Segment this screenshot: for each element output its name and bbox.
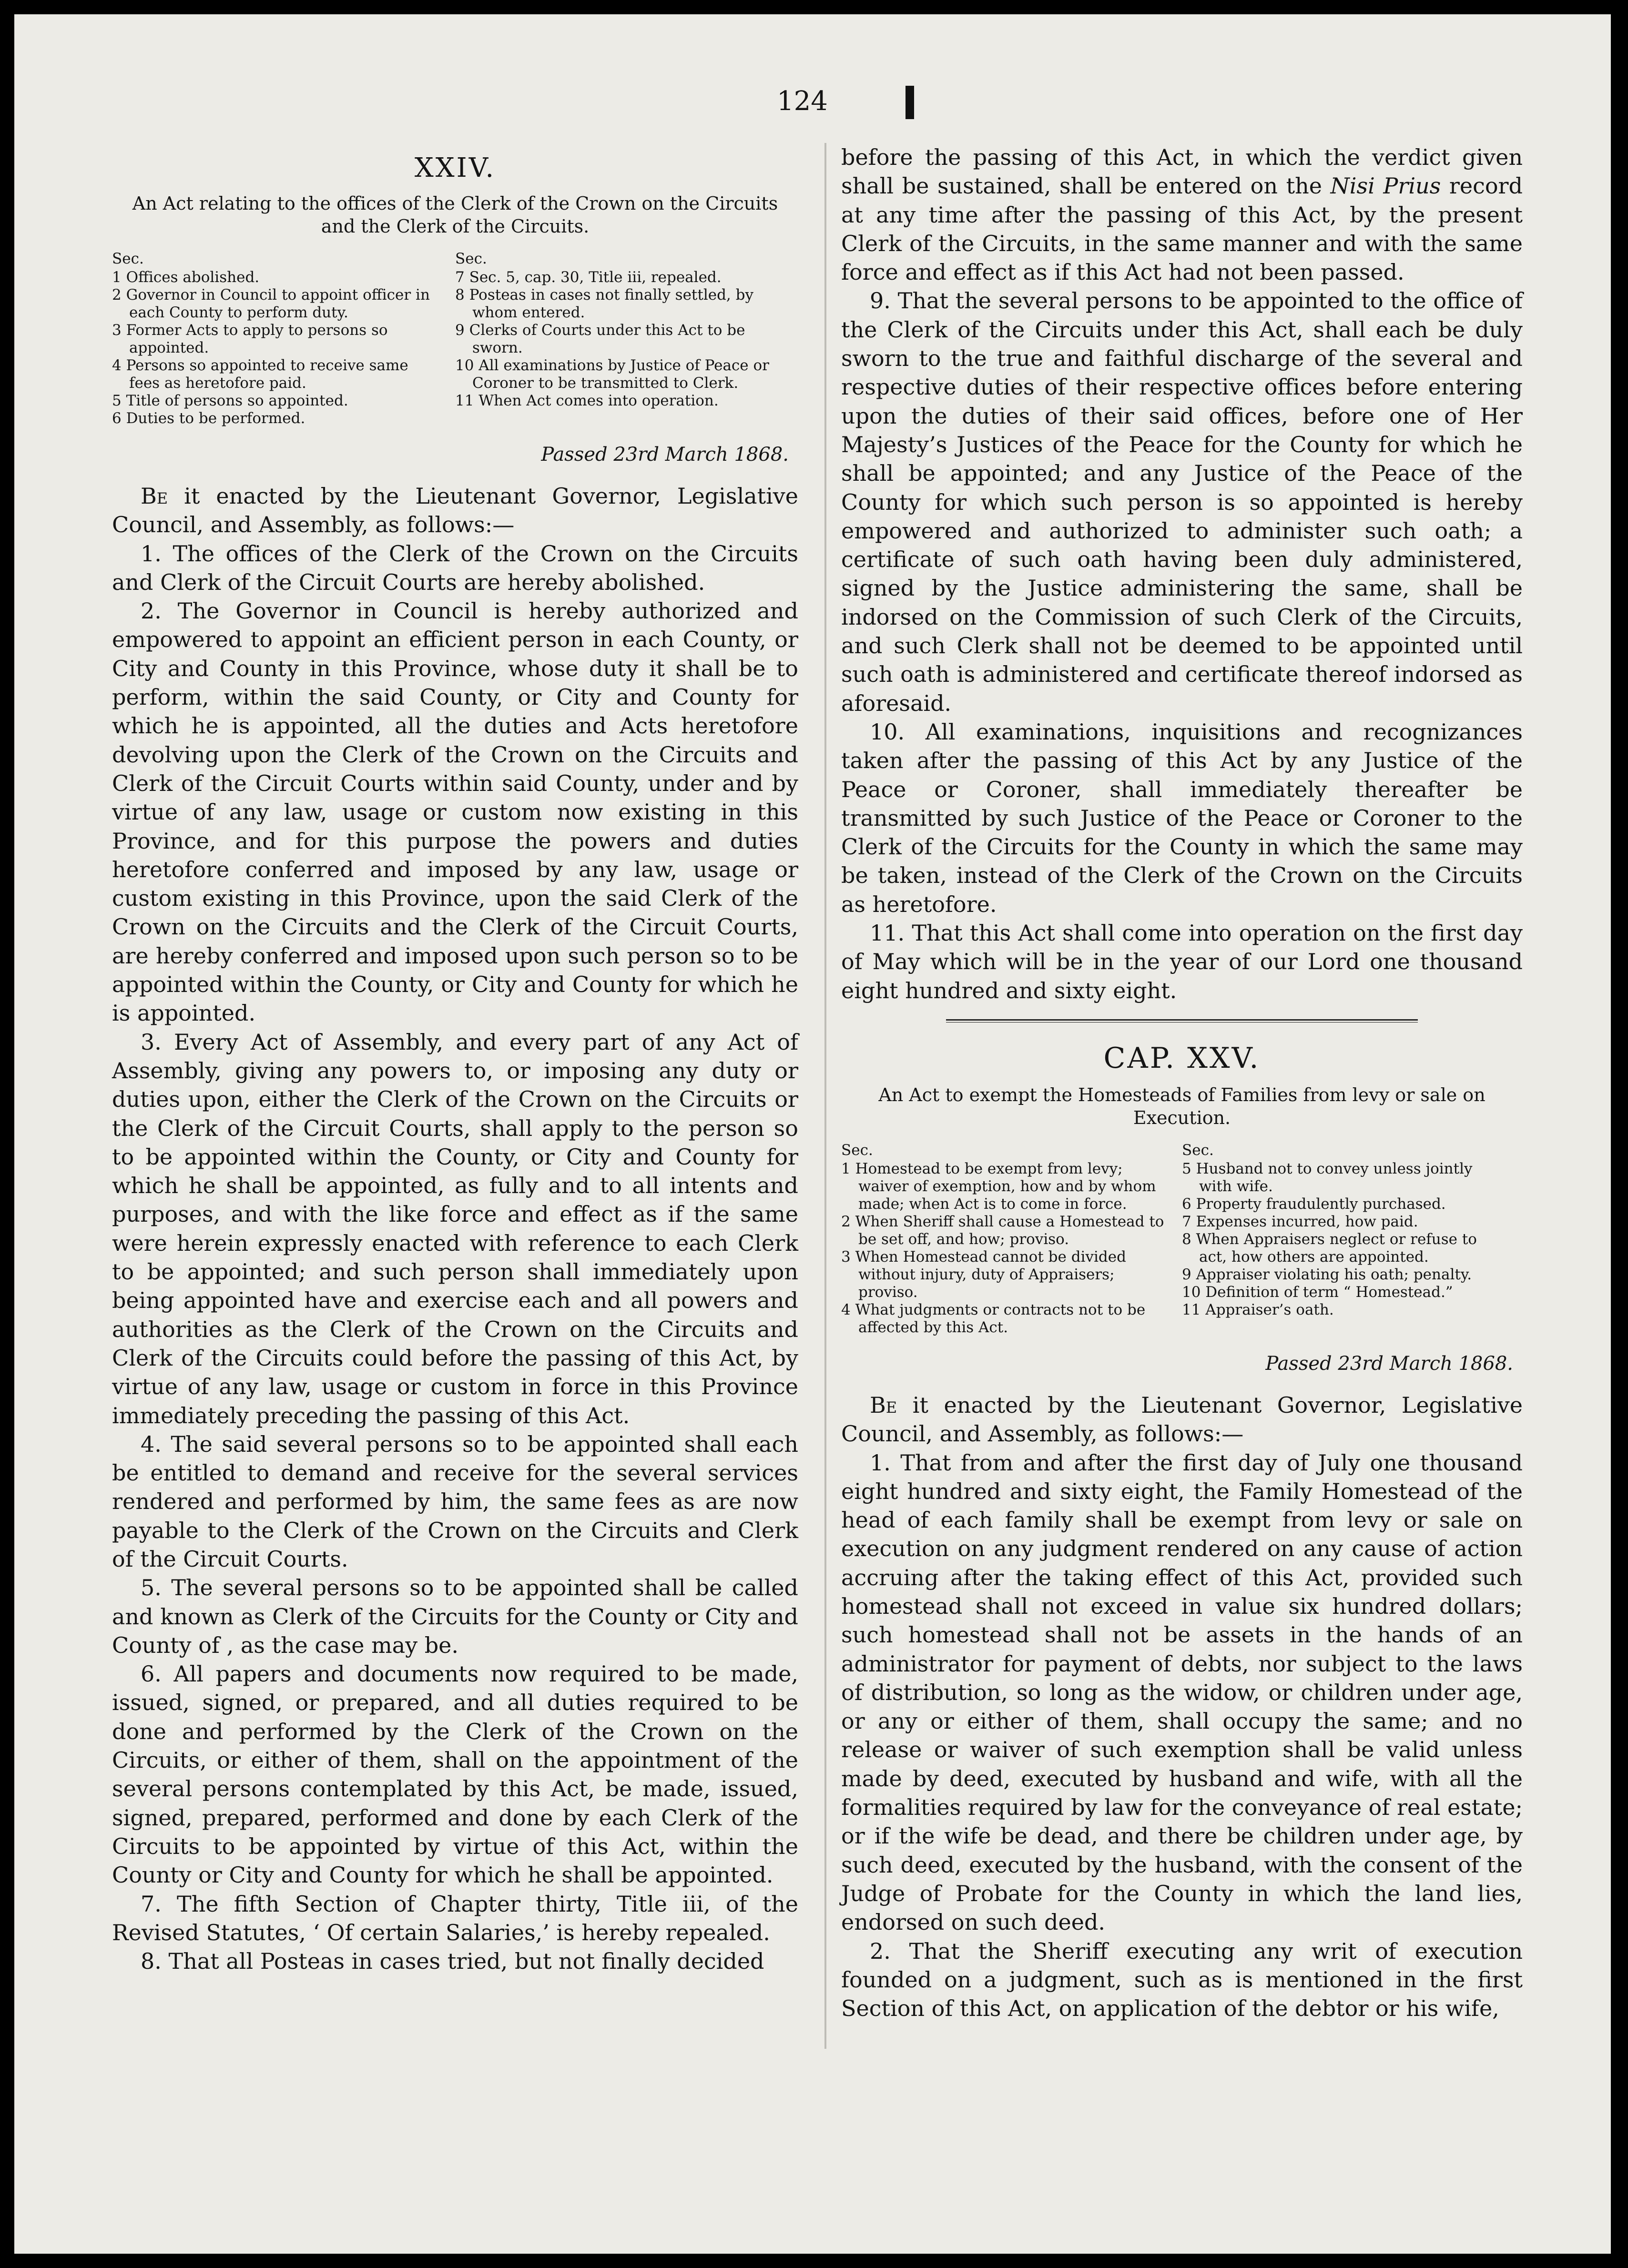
enacting-clause <box>841 1391 1523 1448</box>
contents-header: Sec. <box>841 1141 873 1159</box>
right-paragraphs-2 <box>841 1448 1523 2023</box>
contents-item: 5 Husband not to convey unless jointly with wife. <box>1182 1160 1473 1195</box>
section-contents <box>112 250 798 427</box>
section-paragraph: 11. That this Act shall come into operation on the first day of May which will be in the year of our Lord one thousand eight hundred and sixty eight. <box>841 920 1523 1003</box>
section-rule <box>946 1019 1418 1023</box>
contents-item: 10 All examinations by Justice of Peace or Coroner to be transmitted to Clerk. <box>455 357 769 392</box>
contents-item: 10 Definition of term “ Homestead.” <box>1182 1283 1453 1301</box>
contents-column-b <box>1182 1142 1523 1336</box>
section-paragraph: 9. That the several persons to be appointed to the office of the Clerk of the Circuits under this Act, shall each be duly sworn to the true and faithful discharge of the several and respective duties of their respective offices before entering upon the duties of their said offices, before one of Her Majesty’s Justices of the Peace for the County for which he shall be appointed; and any Justice of the Peace of the County for which such person is so appointed is hereby empowered and authorized to administer such oath; a certificate of such oath having been duly administered, signed by the Justice administering the same, shall be indorsed on the Commission of such Clerk of the Circuits, and such Clerk shall not be deemed to be appointed until such oath is administered and certificate thereof indorsed as aforesaid. <box>841 288 1523 716</box>
contents-header: Sec. <box>455 250 487 267</box>
continuation-text-a: before the passing of this Act, in which the verdict given shall be sustained, shall be entered on the <box>841 144 1523 199</box>
contents-item: 9 Appraiser violating his oath; penalty. <box>1182 1266 1472 1283</box>
contents-item: 3 When Homestead cannot be divided without injury, duty of Appraisers; proviso. <box>841 1248 1126 1301</box>
contents-item: 5 Title of persons so appointed. <box>112 392 348 409</box>
contents-item: 9 Clerks of Courts under this Act to be sworn. <box>455 322 745 356</box>
section-paragraph: 8. That all Posteas in cases tried, but not finally decided <box>141 1948 764 1974</box>
left-column <box>112 152 798 1975</box>
continuation-italic: Nisi Prius <box>1330 173 1441 199</box>
passed-date: Passed 23rd March 1868. <box>541 444 789 466</box>
contents-column-a <box>112 250 455 427</box>
contents-item: 8 When Appraisers neglect or refuse to act, how others are appointed. <box>1182 1230 1477 1266</box>
contents-item: 2 When Sheriff shall cause a Homestead to be set off, and how; proviso. <box>841 1213 1164 1248</box>
contents-item: 7 Sec. 5, cap. 30, Title iii, repealed. <box>455 269 722 286</box>
right-paragraphs <box>841 286 1523 1004</box>
act-title: An Act relating to the offices of the Clerk of the Crown on the Circuits and the Clerk of the Circuits. <box>132 193 778 237</box>
chapter-heading: CAP. XXV. <box>1103 1041 1261 1075</box>
enacting-clause <box>112 482 798 539</box>
enact-word: Be <box>141 483 168 509</box>
contents-item: 6 Property fraudulently purchased. <box>1182 1195 1446 1213</box>
section-paragraph: 1. The offices of the Clerk of the Crown on the Circuits and Clerk of the Circuit Courts are hereby abolished. <box>112 540 798 595</box>
section-paragraph: 10. All examinations, inquisitions and recognizances taken after the passing of this Act by any Justice of the Peace or Coroner, shall immediately thereafter be transmitted by such Justice of the Peace or Coroner to the Clerk of the Circuits for the County in which the same may be taken, instead of the Clerk of the Crown on the Circuits as heretofore. <box>841 719 1523 917</box>
continuation-text-b: record at any time after the passing of this Act, by the present Clerk of the Circuits, in the same manner and with the same force and effect as if this Act had not been passed. <box>841 173 1523 285</box>
contents-item: 1 Homestead to be exempt from levy; waiver of exemption, how and by whom made; when Act is to come in force. <box>841 1160 1156 1213</box>
section-paragraph: 3. Every Act of Assembly, and every part of any Act of Assembly, giving any powers to, or imposing any duty or duties upon, either the Clerk of the Crown on the Circuits or the Clerk of the Circuit Courts, shall apply to the person so to be appointed within the County, or City and County for which he shall be appointed, as fully and to all intents and purposes, and with the like force and effect as if the same were herein expressly enacted with reference to each Clerk to be appointed; and such person shall immediately upon being appointed have and exercise each and all powers and authorities as the Clerk of the Crown on the Circuits and Clerk of the Circuits could before the passing of this Act, by virtue of any law, usage or custom in force in this Province immediately preceding the passing of this Act. <box>112 1029 798 1428</box>
contents-column-a <box>841 1142 1182 1336</box>
passed-date: Passed 23rd March 1868. <box>1265 1352 1513 1375</box>
contents-column-b <box>455 250 798 427</box>
column-divider <box>824 143 826 2049</box>
contents-item: 11 Appraiser’s oath. <box>1182 1301 1334 1318</box>
contents-item: 1 Offices abolished. <box>112 269 260 286</box>
section-contents <box>841 1142 1523 1336</box>
section-paragraph: 5. The several persons so to be appointed shall be called and known as Clerk of the Circuits for the County or City and County of , as the case may be. <box>112 1575 798 1658</box>
contents-item: 7 Expenses incurred, how paid. <box>1182 1213 1418 1230</box>
enact-word: Be <box>870 1392 897 1418</box>
section-paragraph: 7. The fifth Section of Chapter thirty, Title iii, of the Revised Statutes, ‘ Of certain Salaries,’ is hereby repealed. <box>112 1891 798 1945</box>
contents-header: Sec. <box>112 250 144 267</box>
scan-mark <box>906 86 914 119</box>
page-number: 124 <box>777 86 828 117</box>
left-paragraphs <box>112 539 798 1976</box>
section-paragraph: 2. That the Sheriff executing any writ of execution founded on a judgment, such as is mentioned in the first Section of this Act, on application of the debtor or his wife, <box>841 1938 1523 2022</box>
section-paragraph: 1. That from and after the first day of July one thousand eight hundred and sixty eight, the Family Homestead of the head of each family shall be exempt from levy or sale on execution on any judgment rendered on any cause of action accruing after the taking effect of this Act, provided such homestead shall not exceed in value six hundred dollars; such homestead shall not be assets in the hands of an administrator for payment of debts, nor subject to the laws of distribution, so long as the widow, or children under age, or any or either of them, shall occupy the same; and no release or waiver of such exemption shall be valid unless made by deed, executed by husband and wife, with all the formalities required by law for the conveyance of real estate; or if the wife be dead, and there be children under age, by such deed, executed by the husband, with the consent of the Judge of Probate for the County in which the land lies, endorsed on such deed. <box>841 1449 1523 1935</box>
document-page <box>14 14 1611 2254</box>
act-title: An Act to exempt the Homesteads of Families from levy or sale on Execution. <box>878 1084 1486 1128</box>
enact-text: it enacted by the Lieutenant Governor, Legislative Council, and Assembly, as follows:— <box>112 483 798 538</box>
contents-item: 3 Former Acts to apply to persons so appointed. <box>112 322 388 356</box>
section-paragraph: 2. The Governor in Council is hereby authorized and empowered to appoint an efficient person in each County, or City and County in this Province, whose duty it shall be to perform, within the said County, or City and County for which he is appointed, all the duties and Acts heretofore devolving upon the Clerk of the Crown on the Circuits and Clerk of the Circuit Courts within said County, under and by virtue of any law, usage or custom now existing in this Province, and for this purpose the powers and duties heretofore conferred and imposed by any law, usage or custom existing in this Province, upon the said Clerk of the Crown on the Circuits and the Clerk of the Circuit Courts, are hereby conferred and imposed upon such person so to be appointed within the County, or City and County for which he is appointed. <box>112 598 798 1026</box>
section-paragraph: 6. All papers and documents now required to be made, issued, signed, or prepared, and all duties required to be done and performed by the Clerk of the Crown on the Circuits, or either of them, shall on the appointment of the several persons contemplated by this Act, be made, issued, signed, prepared, performed and done by each Clerk of the Circuits to be appointed by virtue of this Act, within the County or City and County for which he shall be appointed. <box>112 1661 798 1888</box>
contents-item: 6 Duties to be performed. <box>112 410 305 427</box>
contents-item: 2 Governor in Council to appoint officer in each County to perform duty. <box>112 286 430 321</box>
continuation-paragraph <box>841 143 1523 286</box>
contents-item: 11 When Act comes into operation. <box>455 392 719 409</box>
section-paragraph: 4. The said several persons so to be appointed shall each be entitled to demand and receive for the several services rendered and performed by him, the same fees as are now payable to the Clerk of the Crown on the Circuits and Clerk of the Circuit Courts. <box>112 1431 798 1572</box>
contents-header: Sec. <box>1182 1141 1214 1159</box>
contents-item: 4 What judgments or contracts not to be affected by this Act. <box>841 1301 1146 1336</box>
right-column <box>841 143 1523 2023</box>
enact-text: it enacted by the Lieutenant Governor, Legislative Council, and Assembly, as follows:— <box>841 1392 1523 1447</box>
contents-item: 4 Persons so appointed to receive same fees as heretofore paid. <box>112 357 408 392</box>
contents-item: 8 Posteas in cases not finally settled, by whom entered. <box>455 286 753 321</box>
chapter-heading: XXIV. <box>414 152 496 183</box>
